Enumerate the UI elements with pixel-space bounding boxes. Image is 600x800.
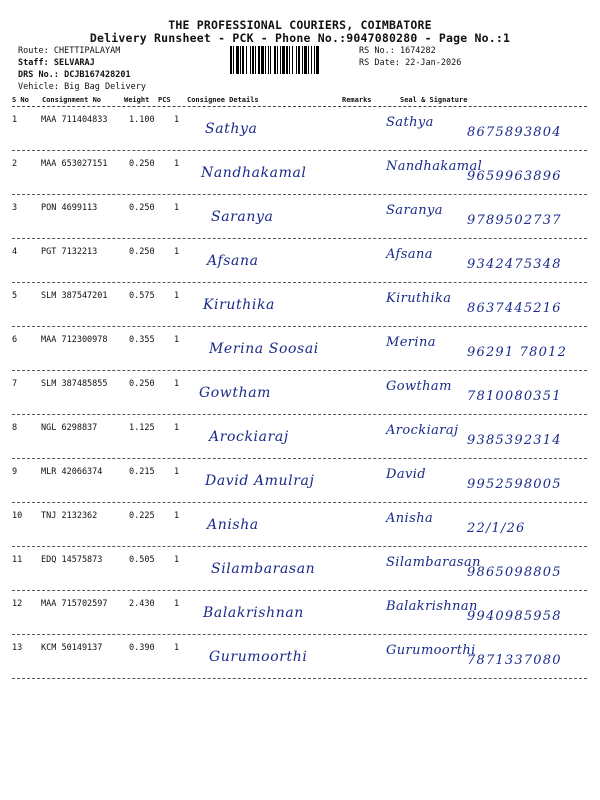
staff-line — [18, 57, 95, 69]
cell-weight: 0.250 — [129, 159, 155, 169]
col-pcs: PCS — [158, 96, 171, 104]
cell-pcs: 1 — [174, 643, 180, 653]
col-consignment: Consignment No — [42, 96, 102, 104]
signature: Merina — [386, 335, 436, 350]
cell-sno: 10 — [12, 511, 23, 521]
table-row — [12, 371, 587, 415]
cell-consignment-no: KCM 50149137 — [41, 643, 103, 653]
cell-consignment-no: EDQ 14575873 — [41, 555, 103, 565]
consignee-name: David Amulraj — [205, 473, 315, 489]
consignee-name: Anisha — [207, 517, 259, 533]
rs-no-line — [359, 45, 436, 57]
cell-consignment-no: MAA 653027151 — [41, 159, 108, 169]
rs-date-value: 22-Jan-2026 — [405, 58, 462, 68]
rs-date-line — [359, 57, 461, 69]
cell-consignment-no: MAA 715702597 — [41, 599, 108, 609]
vehicle-value: Big Bag Delivery — [64, 82, 146, 92]
vehicle-label: Vehicle: — [18, 82, 59, 92]
drs-value: DCJB167428201 — [64, 70, 131, 80]
col-remarks: Remarks — [342, 96, 372, 104]
cell-pcs: 1 — [174, 379, 180, 389]
signature-phone: 9659963896 — [467, 169, 562, 184]
table-row — [12, 503, 587, 547]
drs-line — [18, 69, 131, 81]
rs-date-label: RS Date: — [359, 58, 400, 68]
consignee-name: Gurumoorthi — [209, 649, 308, 665]
table-row — [12, 151, 587, 195]
signature-phone: 9385392314 — [467, 433, 562, 448]
signature-phone: 9342475348 — [467, 257, 562, 272]
cell-weight: 0.575 — [129, 291, 155, 301]
consignee-name: Balakrishnan — [203, 605, 304, 621]
consignee-name: Silambarasan — [211, 561, 316, 577]
table-row — [12, 591, 587, 635]
signature-phone: 96291 78012 — [467, 345, 568, 360]
cell-sno: 6 — [12, 335, 18, 345]
cell-weight: 0.250 — [129, 203, 155, 213]
cell-pcs: 1 — [174, 599, 180, 609]
rs-no-value: 1674282 — [399, 46, 436, 56]
route-line — [18, 45, 120, 57]
cell-consignment-no: NGL 6298837 — [41, 423, 98, 433]
cell-weight: 0.390 — [129, 643, 155, 653]
drs-label: DRS No.: — [18, 70, 59, 80]
signature: Arockiaraj — [386, 423, 459, 438]
col-sno: S No — [12, 96, 29, 104]
cell-sno: 11 — [12, 555, 23, 565]
signature: Balakrishnan — [386, 599, 478, 614]
signature: Saranya — [386, 203, 443, 218]
signature-phone: 8675893804 — [467, 125, 562, 140]
cell-sno: 3 — [12, 203, 18, 213]
runsheet-subtitle: Delivery Runsheet - PCK - Phone No.:9047080280 - Page No.:1 — [89, 31, 511, 45]
signature-phone: 8637445216 — [467, 301, 562, 316]
consignee-name: Afsana — [207, 253, 259, 269]
table-row — [12, 327, 587, 371]
consignee-name: Kiruthika — [203, 297, 275, 313]
table-row — [12, 239, 587, 283]
consignee-name: Arockiaraj — [209, 429, 289, 445]
cell-weight: 2.430 — [129, 599, 155, 609]
signature: Sathya — [386, 115, 434, 130]
cell-sno: 13 — [12, 643, 23, 653]
consignee-name: Gowtham — [199, 385, 272, 401]
cell-sno: 1 — [12, 115, 18, 125]
signature: Silambarasan — [386, 555, 481, 570]
signature: Gurumoorthi — [386, 643, 476, 658]
cell-pcs: 1 — [174, 159, 180, 169]
cell-weight: 0.250 — [129, 379, 155, 389]
cell-sno: 4 — [12, 247, 18, 257]
rs-no-label: RS No.: — [359, 46, 395, 56]
cell-pcs: 1 — [174, 291, 180, 301]
cell-pcs: 1 — [174, 335, 180, 345]
signature: Afsana — [386, 247, 433, 262]
cell-weight: 1.100 — [129, 115, 155, 125]
signature-phone: 22/1/26 — [467, 521, 526, 536]
cell-consignment-no: MAA 712300978 — [41, 335, 108, 345]
staff-label: Staff: — [18, 58, 49, 68]
cell-pcs: 1 — [174, 467, 180, 477]
cell-weight: 0.355 — [129, 335, 155, 345]
cell-consignment-no: TNJ 2132362 — [41, 511, 98, 521]
table-row — [12, 283, 587, 327]
cell-pcs: 1 — [174, 247, 180, 257]
cell-sno: 2 — [12, 159, 18, 169]
row-divider — [12, 678, 587, 679]
cell-consignment-no: MAA 711404833 — [41, 115, 108, 125]
table-row — [12, 107, 587, 151]
cell-consignment-no: SLM 387485855 — [41, 379, 108, 389]
col-weight: Weight — [124, 96, 150, 104]
cell-consignment-no: PON 4699113 — [41, 203, 98, 213]
signature: Nandhakamal — [386, 159, 483, 174]
cell-weight: 0.225 — [129, 511, 155, 521]
barcode-image — [230, 46, 352, 74]
signature: Anisha — [386, 511, 434, 526]
table-row — [12, 635, 587, 679]
col-consignee: Consignee Details — [187, 96, 259, 104]
consignee-name: Sathya — [205, 121, 258, 137]
signature-phone: 9940985958 — [467, 609, 562, 624]
signature-phone: 9952598005 — [467, 477, 562, 492]
consignee-name: Saranya — [211, 209, 274, 225]
table-header — [12, 95, 587, 107]
cell-consignment-no: PGT 7132213 — [41, 247, 98, 257]
cell-sno: 5 — [12, 291, 18, 301]
col-seal: Seal & Signature — [400, 96, 468, 104]
signature-phone: 7810080351 — [467, 389, 562, 404]
vehicle-line — [18, 81, 146, 93]
cell-pcs: 1 — [174, 115, 180, 125]
cell-pcs: 1 — [174, 423, 180, 433]
signature: David — [386, 467, 426, 482]
staff-value: SELVARAJ — [53, 58, 95, 68]
cell-sno: 8 — [12, 423, 18, 433]
table-row — [12, 547, 587, 591]
cell-pcs: 1 — [174, 203, 180, 213]
signature-phone: 9789502737 — [467, 213, 562, 228]
cell-consignment-no: MLR 42066374 — [41, 467, 103, 477]
consignee-name: Nandhakamal — [201, 165, 307, 181]
company-title: THE PROFESSIONAL COURIERS, COIMBATORE — [168, 18, 432, 32]
cell-consignment-no: SLM 387547201 — [41, 291, 108, 301]
route-value: CHETTIPALAYAM — [53, 46, 121, 56]
cell-pcs: 1 — [174, 555, 180, 565]
cell-sno: 12 — [12, 599, 23, 609]
cell-sno: 7 — [12, 379, 18, 389]
cell-weight: 0.215 — [129, 467, 155, 477]
signature: Gowtham — [386, 379, 452, 394]
consignee-name: Merina Soosai — [209, 341, 319, 357]
cell-pcs: 1 — [174, 511, 180, 521]
table-row — [12, 415, 587, 459]
cell-weight: 1.125 — [129, 423, 155, 433]
route-label: Route: — [18, 46, 49, 56]
table-row — [12, 195, 587, 239]
table-row — [12, 459, 587, 503]
cell-weight: 0.505 — [129, 555, 155, 565]
signature-phone: 7871337080 — [467, 653, 562, 668]
cell-sno: 9 — [12, 467, 18, 477]
signature-phone: 9865098805 — [467, 565, 562, 580]
signature: Kiruthika — [386, 291, 452, 306]
cell-weight: 0.250 — [129, 247, 155, 257]
